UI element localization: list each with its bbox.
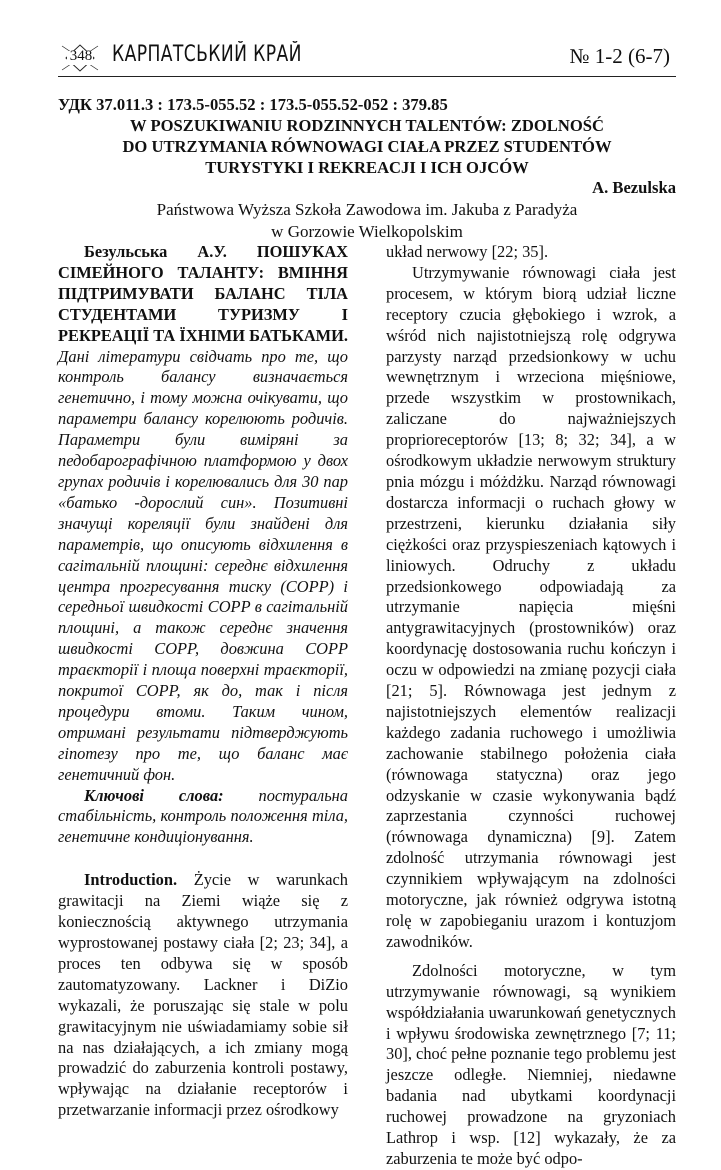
- abstract-text: Дані літератури свідчать про те, що контроль балансу визначається генетично, і тому можна очікувати, що параметри балансу корелюють родичів. Параметри були виміряні за педобарографічною платформою у двох групах родичів і корелювались для 30 пар «батько -дорослий син». Позитивні значущі кореляції були знайдені для параметрів, що описують відхилення в сагітальній площині: середнє відхилення центра прогресування тиску (COPP) і середньої швидкості COPP в сагітальній площині, а також середнє значення швидкості COPP, довжина COPP траєкторії і площа поверхні траєкторії, покритої COPP, як до, так і після процедури втоми. Таким чином, отримані результати підтверджують гіпотезу про те, що баланс має генетичний фон.: [58, 346, 348, 784]
- paragraph-continuation: układ nerwowy [22; 35].: [386, 242, 549, 261]
- affiliation: [58, 199, 676, 242]
- affiliation-line-1: Państwowa Wyższa Szkoła Zawodowa im. Jakuba z Paradyża: [156, 200, 578, 219]
- issue-number: № 1-2 (6-7): [569, 44, 670, 68]
- paragraph-motor-abilities: Zdolności motoryczne, w tym utrzymywanie równowagi, są wynikiem współdziałania uwarunkowań genetycznych i wpływu środowiska zewnętrznego [7; 11; 30], choć pełne poznanie tego problemu jest jeszcze odległe. Niemniej, niedawne badania nad ubytkami koordynacji ruchowej prowadzone na gryzoniach Lathrop i wsp. [12] wykazały, że za zaburzenia te może być odpo-: [386, 960, 676, 1168]
- article-title-line-1: W POSZUKIWANIU RODZINNYCH TALENTÓW: ZDOLNOŚĆ: [130, 116, 604, 135]
- paragraph-balance-receptors: Utrzymywanie równowagi ciała jest procesem, w którym biorą udział liczne receptory czucia głębokiego i wzrok, a wśród nich najistotniejszą rolę odgrywa parzysty narząd przedsionkowy w uchu wewnętrznym i wrzeciona mięśniowe, przede wszystkim w prostownikach, zaliczane do najważniejszych proprioreceptorów [13; 8; 32; 34], a w ośrodkowym układzie nerwowym struktury pnia mózgu i móżdżku. Narząd równowagi dostarcza informacji o ruchach głowy w przestrzeni, kierunku działania siły ciężkości oraz przyspieszeniach kątowych i liniowych. Odruchy z układu przedsionkowego odpowiadają za utrzymanie napięcia mięśni antygrawitacyjnych (prostowników) oraz koordynację dostosowania ruchu kończyn i oczu w odpowiedzi na zmianę pozycji ciała [21; 5]. Równowaga jest jednym z najistotniejszych elementów realizacji każdego zadania ruchowego i umożliwia zachowanie stabilnego położenia ciała (równowaga statyczna) oraz jego odzyskanie w czasie wykonywania bądź zaprzestania czynności ruchowej (równowaga dynamiczna) [9]. Zatem zdolność utrzymania równowagi jest czynnikiem wpływającym na zdolności motoryczne, jak również odgrywa istotną rolę w zapobieganiu urazom i kontuzjom zawodników.: [386, 262, 676, 951]
- keywords-label: Ключові слова:: [84, 785, 224, 805]
- author-name: A. Bezulska: [592, 178, 676, 197]
- affiliation-line-2: w Gorzowie Wielkopolskim: [271, 221, 463, 241]
- article-title-line-2: DO UTRZYMANIA RÓWNOWAGI CIAŁA PRZEZ STUDENTÓW: [122, 137, 612, 156]
- abstract-title: Безульська А.У. ПОШУКАХ СІМЕЙНОГО ТАЛАНТУ: ВМІННЯ ПІДТРИМУВАТИ БАЛАНС ТІЛА СТУДЕНТАМИ ТУРИЗМУ І РЕКРЕАЦІЇ ТА ЇХНІМИ БАТЬКАМИ.: [58, 242, 348, 345]
- abstract: [58, 242, 348, 786]
- keywords: [58, 786, 348, 849]
- page-number: 348: [69, 48, 93, 64]
- introduction-text: Życie w warunkach grawitacji na Ziemi wiąże się z koniecznością aktywnego utrzymania wyprostowanej postawy ciała [2; 23; 34], a proces ten odbywa się w sposób zautomatyzowany. Lackner i DiZio wykazali, że poruszając się stale w polu grawitacyjnym nie uświadamiamy sobie sił na nas działających, a ich zmiany mogą prowadzić do zaburzenia kontroli postawy, wpływając na działanie receptorów i przetwarzanie informacji przez ośrodkowy: [58, 870, 348, 1120]
- running-header: [58, 40, 676, 77]
- left-column: [58, 242, 348, 1121]
- article-title-line-3: TURYSTYKI I REKREACJI I ICH OJCÓW: [205, 158, 529, 177]
- keywords-text: постуральна стабільність, контроль положення тіла, генетичне кондиціонування.: [58, 785, 348, 847]
- udk-code: УДК 37.011.3 : 173.5-055.52 : 173.5-055.52-052 : 379.85: [58, 95, 448, 114]
- right-column: [386, 242, 676, 1170]
- introduction-paragraph: [58, 870, 348, 1121]
- journal-name: КАРПАТСЬКИЙ КРАЙ: [112, 42, 302, 67]
- article-title-block: [58, 94, 676, 178]
- introduction-label: Introduction.: [84, 870, 178, 890]
